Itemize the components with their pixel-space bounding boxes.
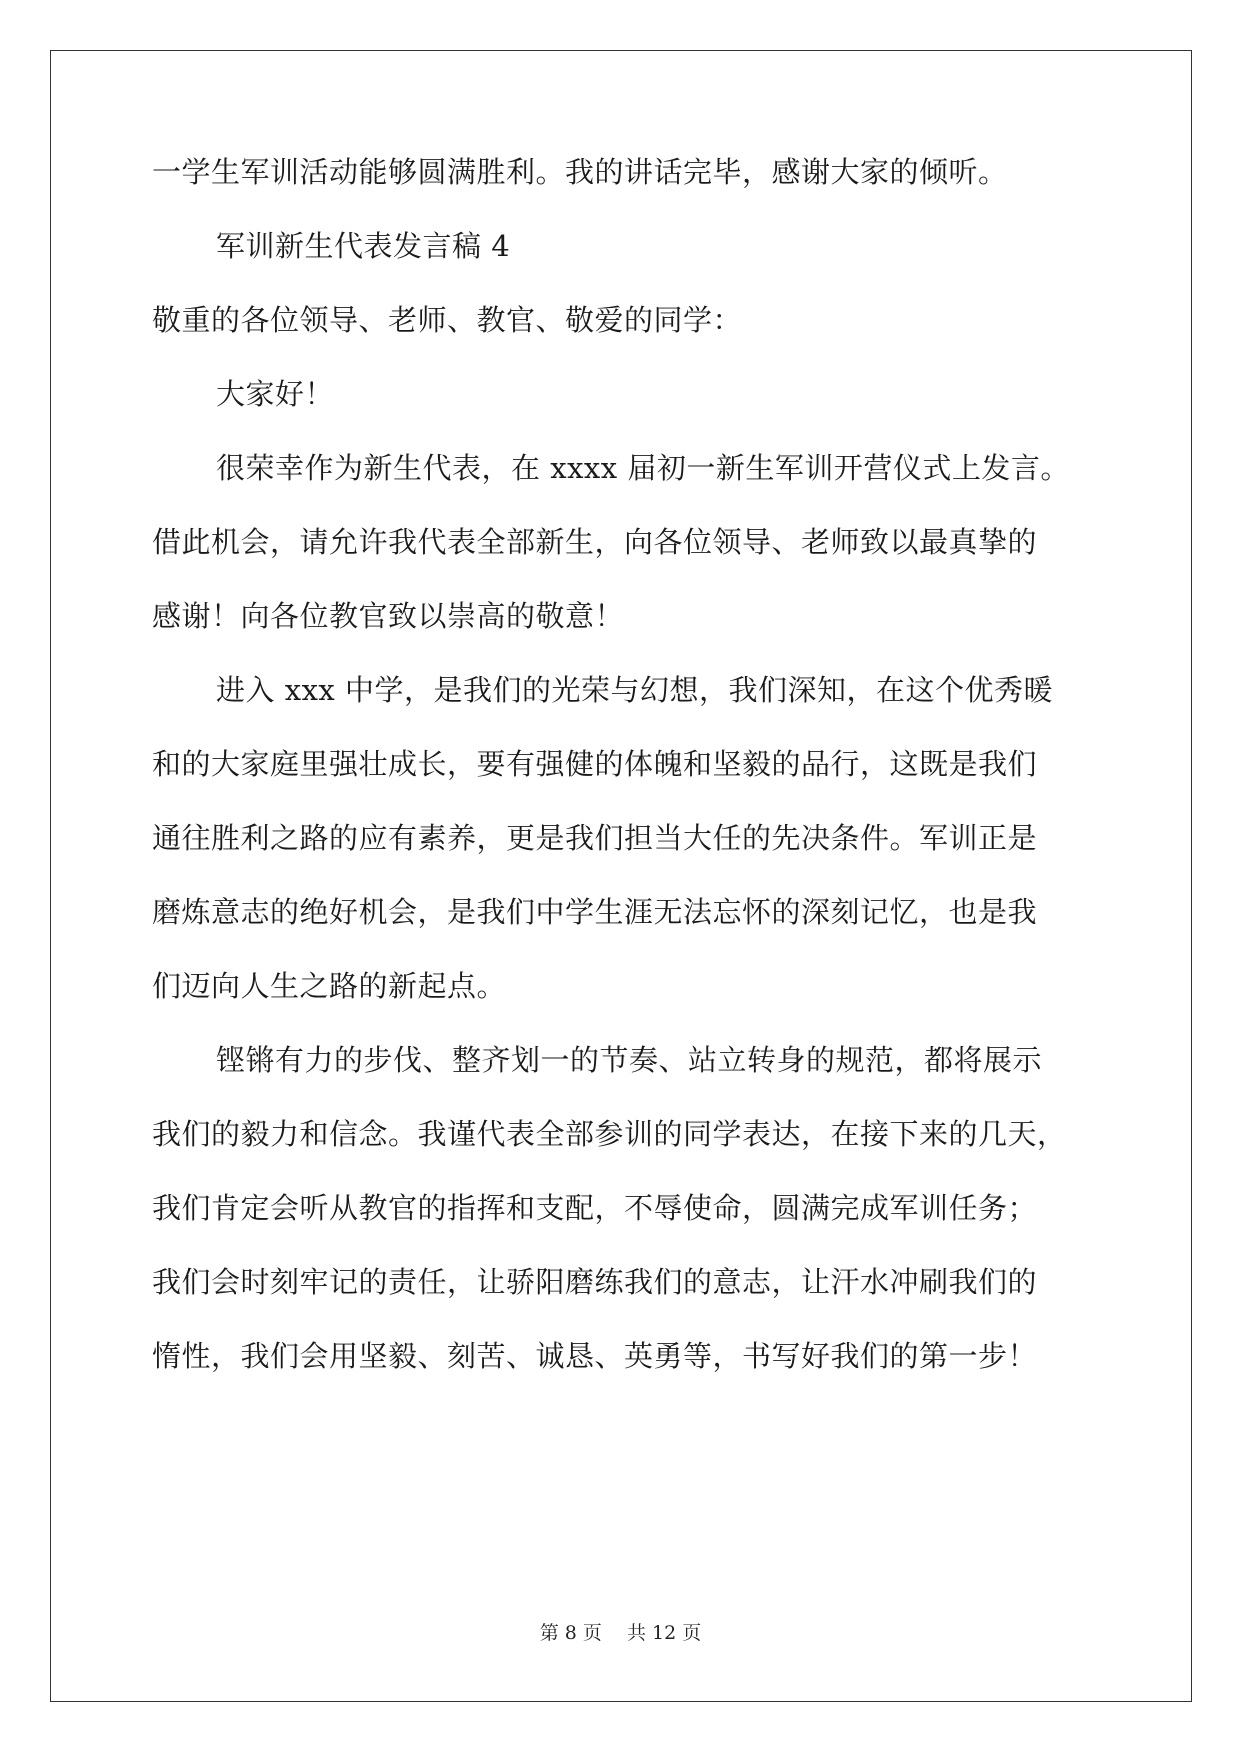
- text-line: 通往胜利之路的应有素养，更是我们担当大任的先决条件。军训正是: [152, 821, 1038, 855]
- text-line: 我们的毅力和信念。我谨代表全部参训的同学表达，在接下来的几天，: [152, 1117, 1067, 1151]
- text-line: 磨炼意志的绝好机会，是我们中学生涯无法忘怀的深刻记忆，也是我: [152, 895, 1038, 929]
- salutation: 敬重的各位领导、老师、教官、敬爱的同学：: [152, 303, 743, 337]
- text-line: 们迈向人生之路的新起点。: [152, 969, 507, 1003]
- section-heading: 军训新生代表发言稿 4: [216, 229, 511, 263]
- text-line: 一学生军训活动能够圆满胜利。我的讲话完毕，感谢大家的倾听。: [152, 155, 1008, 189]
- text-line: 我们肯定会听从教官的指挥和支配，不辱使命，圆满完成军训任务；: [152, 1191, 1038, 1225]
- text-line: 铿锵有力的步伐、整齐划一的节奏、站立转身的规范，都将展示: [216, 1043, 1043, 1077]
- text-line: 感谢！向各位教官致以崇高的敬意！: [152, 599, 625, 633]
- page-border: [50, 50, 1192, 1702]
- text-line: 借此机会，请允许我代表全部新生，向各位领导、老师致以最真挚的: [152, 525, 1038, 559]
- page-number: 第 8 页 共 12 页: [539, 1622, 702, 1644]
- text-line: 我们会时刻牢记的责任，让骄阳磨练我们的意志，让汗水冲刷我们的: [152, 1265, 1038, 1299]
- text-line: 进入 xxx 中学，是我们的光荣与幻想，我们深知，在这个优秀暖: [216, 673, 1054, 707]
- text-line: 很荣幸作为新生代表，在 xxxx 届初一新生军训开营仪式上发言。: [216, 451, 1070, 485]
- greeting: 大家好！: [216, 377, 335, 411]
- text-line: 惰性，我们会用坚毅、刻苦、诚恳、英勇等，书写好我们的第一步！: [152, 1339, 1038, 1373]
- text-line: 和的大家庭里强壮成长，要有强健的体魄和坚毅的品行，这既是我们: [152, 747, 1038, 781]
